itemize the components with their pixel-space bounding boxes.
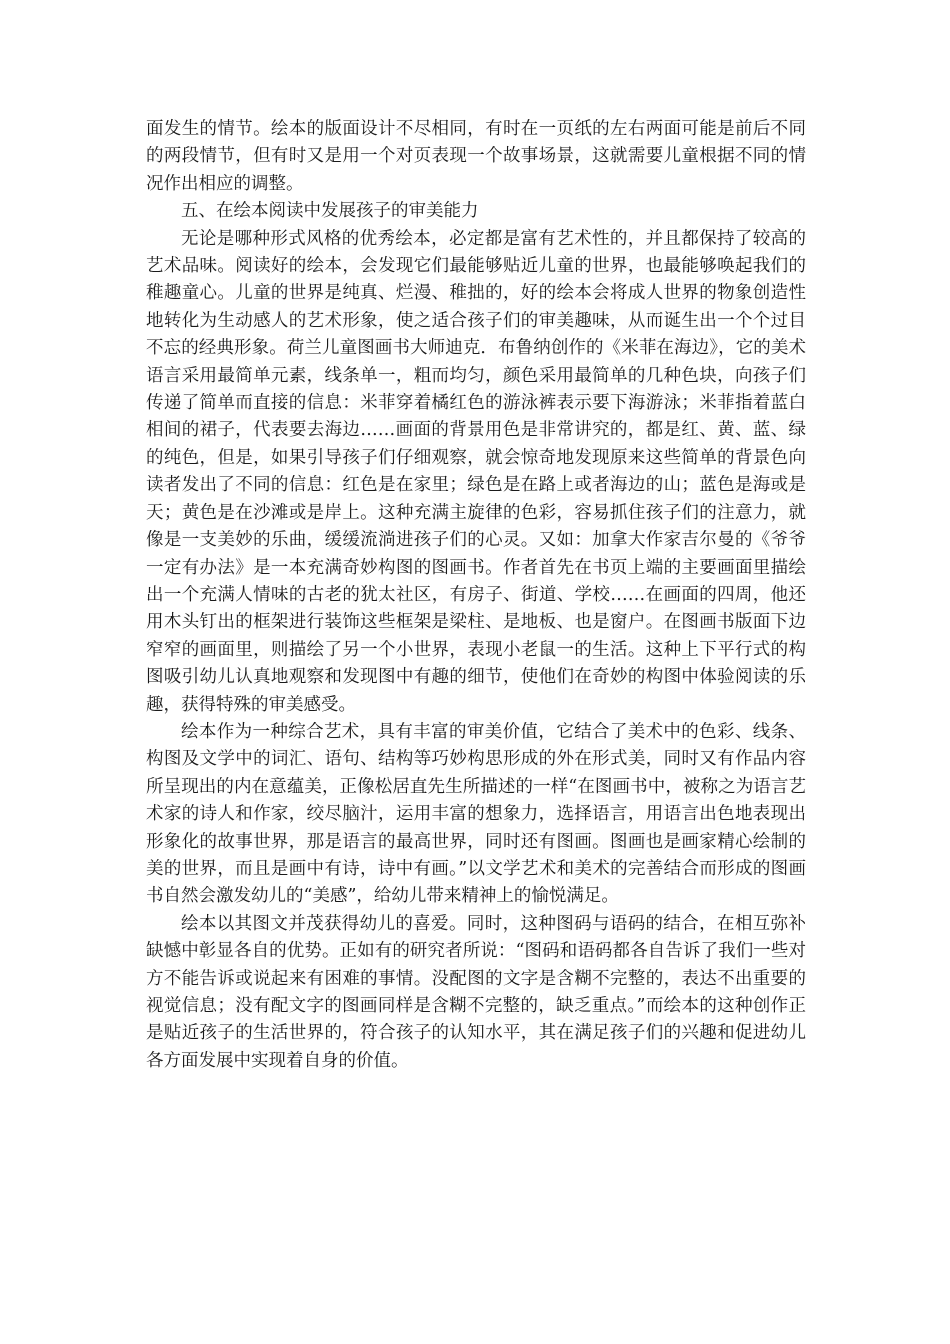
section-heading: 五、在绘本阅读中发展孩子的审美能力: [181, 201, 479, 222]
paragraph: 绘本以其图文并茂获得幼儿的喜爱。同时，这种图码与语码的结合，在相互弥补缺憾中彰显各自的优势。正如有的研究者所说：“图码和语码都各自告诉了我们一些对方不能告诉或说起来有困难的事情。没配图的文字是含糊不完整的，表达不出重要的视觉信息；没有配文字的图画同样是含糊不完整的，缺乏重点。”而绘本的这种创作正是贴近孩子的生活世界的，符合孩子的认知水平，其在满足孩子们的兴趣和促进幼儿各方面发展中实现着自身的价值。: [146, 913, 806, 1071]
body-text: [146, 116, 806, 1075]
paragraph: 无论是哪种形式风格的优秀绘本，必定都是富有艺术性的，并且都保持了较高的艺术品味。阅读好的绘本，会发现它们最能够贴近儿童的世界，也最能够唤起我们的稚趣童心。儿童的世界是纯真、烂漫、稚拙的，好的绘本会将成人世界的物象创造性地转化为生动感人的艺术形象，使之适合孩子们的审美趣味，从而诞生出一个个过目不忘的经典形象。荷兰儿童图画书大师迪克．布鲁纳创作的《米菲在海边》，它的美术语言采用最简单元素，线条单一，粗而均匀，颜色采用最简单的几种色块，向孩子们传递了简单而直接的信息：米菲穿着橘红色的游泳裤表示要下海游泳；米菲指着蓝白相间的裙子，代表要去海边……画面的背景用色是非常讲究的，都是红、黄、蓝、绿的纯色，但是，如果引导孩子们仔细观察，就会惊奇地发现原来这些简单的背景色向读者发出了不同的信息：红色是在家里；绿色是在路上或者海边的山；蓝色是海或是天；黄色是在沙滩或是岸上。这种充满主旋律的色彩，容易抓住孩子们的注意力，就像是一支美妙的乐曲，缓缓流淌进孩子们的心灵。又如：加拿大作家吉尔曼的《爷爷一定有办法》是一本充满奇妙构图的图画书。作者首先在书页上端的主要画面里描绘出一个充满人情味的古老的犹太社区，有房子、街道、学校……在画面的四周，他还用木头钉出的框架进行装饰这些框架是梁柱、是地板、也是窗户。在图画书版面下边窄窄的画面里，则描绘了另一个小世界，表现小老鼠一的生活。这种上下平行式的构图吸引幼儿认真地观察和发现图中有趣的细节，使他们在奇妙的构图中体验阅读的乐趣，获得特殊的审美感受。: [146, 228, 806, 715]
paragraph-continuation: 面发生的情节。绘本的版面设计不尽相同，有时在一页纸的左右两面可能是前后不同的两段情节，但有时又是用一个对页表现一个故事场景，这就需要儿童根据不同的情况作出相应的调整。: [146, 119, 806, 194]
paragraph: 绘本作为一种综合艺术，具有丰富的审美价值，它结合了美术中的色彩、线条、构图及文学中的词汇、语句、结构等巧妙构思形成的外在形式美，同时又有作品内容所呈现出的内在意蕴美，正像松居直先生所描述的一样“在图画书中，被称之为语言艺术家的诗人和作家，绞尽脑汁，运用丰富的想象力，选择语言，用语言出色地表现出形象化的故事世界，那是语言的最高世界，同时还有图画。图画也是画家精心绘制的美的世界，而且是画中有诗，诗中有画。”以文学艺术和美术的完善结合而形成的图画书自然会激发幼儿的“美感”，给幼儿带来精神上的愉悦满足。: [146, 721, 806, 907]
